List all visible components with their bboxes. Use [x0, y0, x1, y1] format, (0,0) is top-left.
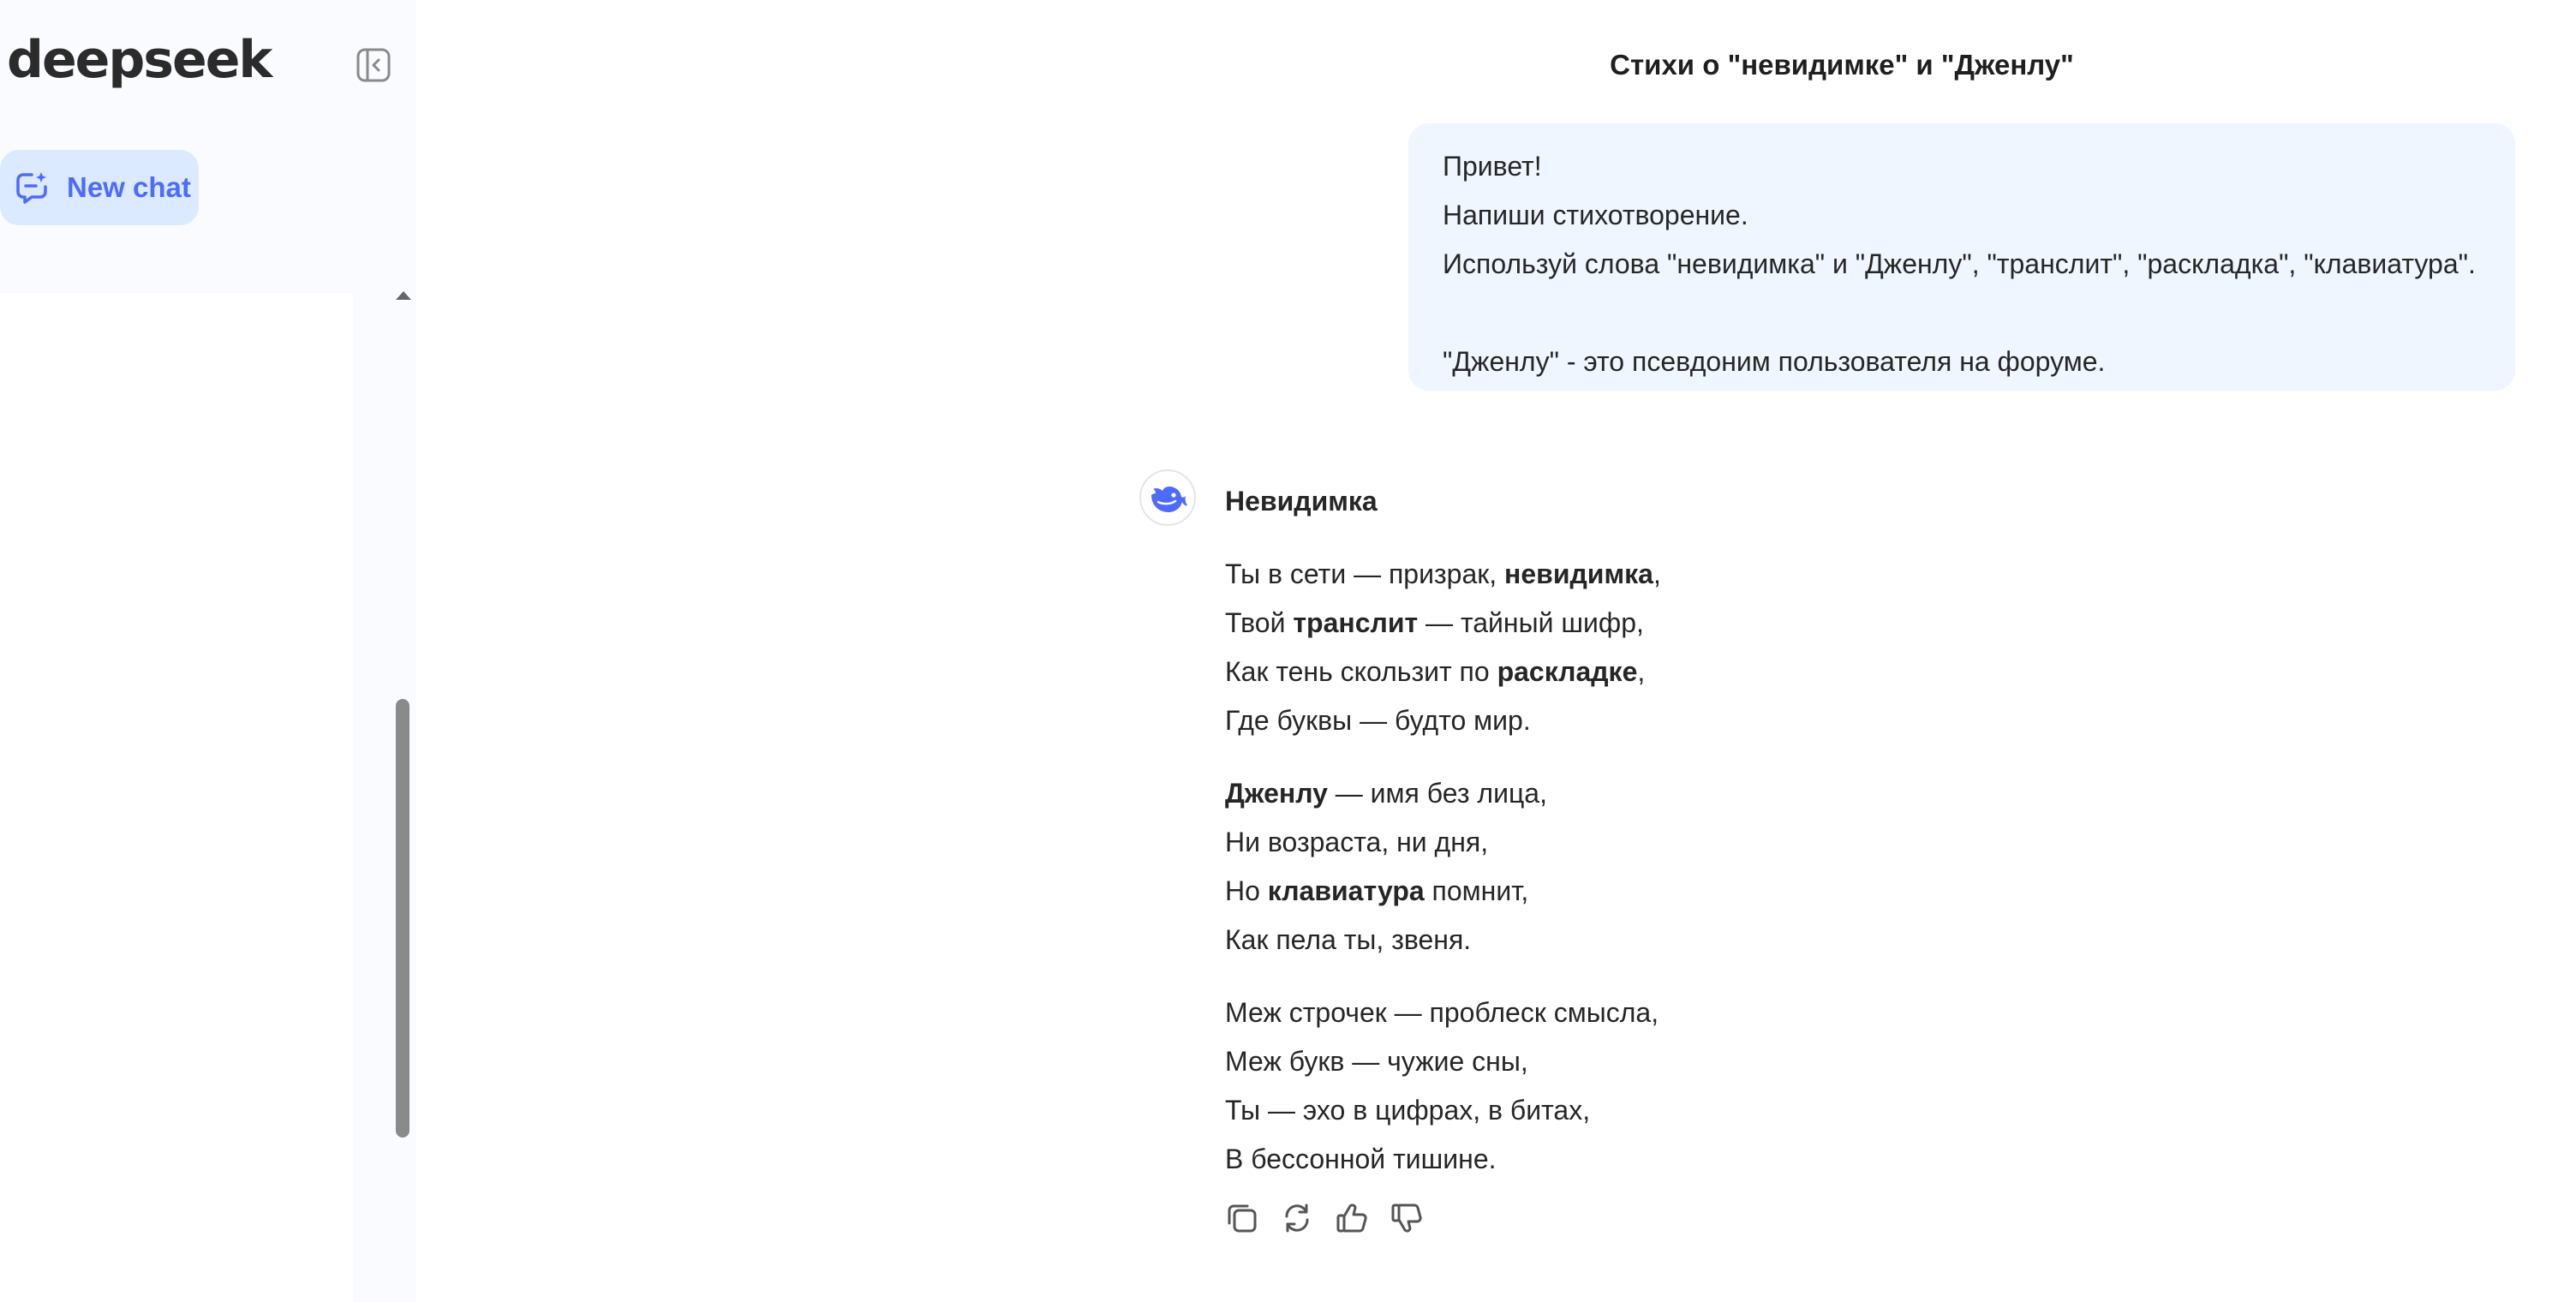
- poem-line: Ни возраста, ни дня,: [1225, 827, 1489, 857]
- poem-stanza: [1225, 988, 2167, 1184]
- user-message-bubble: [1408, 123, 2515, 391]
- dislike-button[interactable]: [1388, 1199, 1425, 1237]
- poem-line: Как пела ты, звеня.: [1225, 924, 1472, 955]
- poem-line: Где буквы — будто мир.: [1225, 705, 1531, 736]
- poem-line: Меж букв — чужие сны,: [1225, 1046, 1528, 1077]
- poem-line: Меж строчек — проблеск смысла,: [1225, 997, 1659, 1028]
- poem-stanza: [1225, 769, 2167, 965]
- regenerate-button[interactable]: [1278, 1199, 1316, 1237]
- poem-line: Дженлу — имя без лица,: [1225, 778, 1547, 809]
- poem-line: Ты в сети — призрак, невидимка,: [1225, 558, 1661, 589]
- chat-title: Стихи о "невидимке" и "Дженлу": [1610, 49, 2074, 81]
- user-message-line: Используй слова "невидимка" и "Дженлу", "транслит", "раскладка", "клавиатура".: [1443, 248, 2476, 279]
- assistant-message: [1225, 480, 2167, 1184]
- poem-line: Как тень скользит по раскладке,: [1225, 656, 1646, 687]
- thumbs-up-icon: [1335, 1201, 1369, 1235]
- user-message-line: "Дженлу" - это псевдоним пользователя на форуме.: [1443, 346, 2106, 377]
- copy-icon: [1225, 1201, 1259, 1235]
- sidebar: [0, 0, 416, 1302]
- chat-history-list: [0, 293, 353, 1302]
- deepseek-logo[interactable]: deepseek: [7, 30, 272, 90]
- new-chat-icon: [14, 169, 51, 206]
- message-actions: [1223, 1199, 1425, 1240]
- copy-button[interactable]: [1223, 1199, 1261, 1237]
- user-message-line: Привет!: [1443, 151, 1542, 182]
- scroll-up-arrow-icon[interactable]: [396, 291, 411, 300]
- collapse-sidebar-button[interactable]: [355, 46, 392, 84]
- user-message-line: [1443, 289, 2481, 337]
- sidebar-scrollbar-thumb[interactable]: [396, 699, 409, 1138]
- poem-line: Ты — эхо в цифрах, в битах,: [1225, 1095, 1591, 1126]
- poem-line: Твой транслит — тайный шифр,: [1225, 607, 1644, 638]
- poem-line: Но клавиатура помнит,: [1225, 875, 1529, 906]
- new-chat-label: New chat: [67, 171, 191, 203]
- thumbs-down-icon: [1390, 1201, 1424, 1235]
- poem-stanza: [1225, 550, 2167, 745]
- regenerate-icon: [1280, 1201, 1314, 1235]
- assistant-avatar: [1139, 469, 1196, 526]
- new-chat-button[interactable]: [0, 150, 199, 225]
- sidebar-collapse-icon: [356, 47, 391, 83]
- poem-line: В бессонной тишине.: [1225, 1144, 1497, 1174]
- user-message-line: Напиши стихотворение.: [1443, 200, 1748, 230]
- like-button[interactable]: [1333, 1199, 1371, 1237]
- poem-title: Невидимка: [1225, 486, 1378, 517]
- deepseek-whale-icon: [1146, 476, 1189, 519]
